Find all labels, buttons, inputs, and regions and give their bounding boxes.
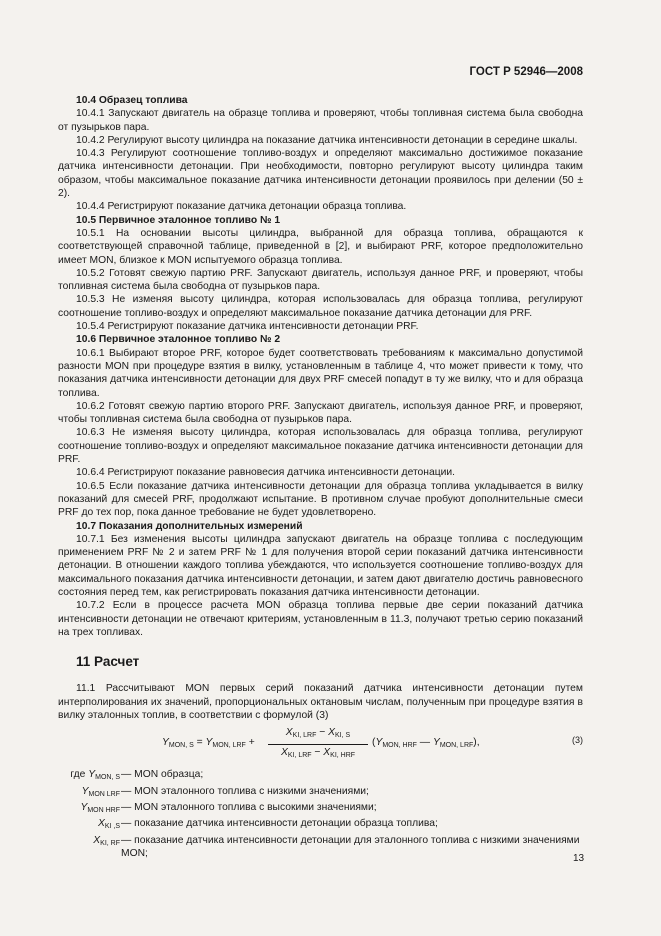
formula-rhs: ($Y_{MON, HRF}$ — $Y_{MON, LRF}$), <box>372 737 480 750</box>
formula-number: (3) <box>572 735 583 746</box>
paragraph: 10.7.2 Если в процессе расчета MON образца топлива первые две серии показаний датчика интенсивности детонации не отвечают критериям, установленным в 11.3, получают третью серию показаний на трех топливах. <box>58 600 583 638</box>
paragraph: 10.4.1 Запускают двигатель на образце топлива и проверяют, чтобы топливная система была свободна от пузырьков пара. <box>58 108 583 133</box>
definition-item: $Y_{MON HRF}$ — MON эталонного топлива с высокими значениями; <box>80 801 377 814</box>
paragraph: 10.4.2 Регулируют высоту цилиндра на показание датчика интенсивности детонации в середине шкалы. <box>76 134 578 146</box>
definition-item: $X_{KI, RF}$ — показание датчика интенсивности детонации для эталонного топлива с низкими значениями MON; <box>93 834 580 859</box>
definition-item: $X_{KI ,S}$ — показание датчика интенсивности детонации образца топлива; <box>97 818 438 831</box>
page-number: 13 <box>573 853 585 864</box>
paragraph: 11.1 Рассчитывают MON первых серий показаний датчика интенсивности детонации путем интерполирования их значений, пропорциональных октановым числам, полученным при процедуре взятия в вилку эталонных топлив, в соответствии с формулой (3) <box>58 683 583 722</box>
paragraph: 10.7.1 Без изменения высоты цилиндра запускают двигатель на образце топлива с последующим применением PRF № 2 и затем PRF № 1 для получения второй серии показаний датчика интенсивности детонации. В отношении каждого топлива убеждаются, что используется соотношение топливо-воздух для максимального показания датчика интенсивности детонации, и затем дают двигателю достичь равновесного состояния перед тем, как регистрировать показания датчика интенсивности детонации. <box>58 533 583 598</box>
section-heading: 10.5 Первичное эталонное топливо № 1 <box>76 214 281 226</box>
paragraph: 10.6.3 Не изменяя высоту цилиндра, которая использовалась для образца топлива, регулируют соотношение топливо-воздух и определяют максимальное показание датчика интенсивности детонации для PRF. <box>58 427 583 466</box>
section-heading: 10.6 Первичное эталонное топливо № 2 <box>76 334 281 346</box>
paragraph: 10.6.4 Регистрируют показание равновесия датчика интенсивности детонации. <box>76 467 455 479</box>
paragraph: 10.6.2 Готовят свежую партию второго PRF. Запускают двигатель, используя данное PRF, и проверяют, чтобы топливная система была свободна от пузырьков пара. <box>58 400 583 426</box>
document-body <box>58 94 583 860</box>
paragraph: 10.6.1 Выбирают второе PRF, которое будет соответствовать требованиям к максимально допустимой разности MON при процедуре взятия в вилку, установленным в таблице 4, что может привести к тому, что показания датчика интенсивности детонации для двух PRF смесей попадут в ту же вилку, что и для образца топлива. <box>58 347 583 399</box>
section-heading: 10.4 Образец топлива <box>76 95 188 106</box>
formula-fraction <box>268 726 368 762</box>
fraction-denominator: $X_{KI, LRF} - X_{KI, HRF}$ <box>280 746 356 759</box>
paragraph: 10.5.4 Регистрируют показание датчика интенсивности детонации PRF. <box>76 321 419 333</box>
paragraph: 10.5.1 На основании высоты цилиндра, выбранной для образца топлива, обращаются к соответствующей справочной таблице, приведенной в [2], и выбирают PRF, которое предположительно имеет MON, близкое к MON испытуемого образца топлива. <box>58 227 583 266</box>
paragraph: 10.5.3 Не изменяя высоту цилиндра, которая использовалась для образца топлива, регулируют соотношение топливо-воздух и определяют максимальное показание датчика детонации для PRF. <box>58 294 583 319</box>
paragraph: 10.4.4 Регистрируют показание датчика детонации образца топлива. <box>76 201 407 213</box>
definition-item: где $Y_{MON, S}$ — MON образца; <box>70 769 204 782</box>
section-heading: 10.7 Показания дополнительных измерений <box>76 520 303 532</box>
chapter-heading: 11 Расчет <box>76 654 140 670</box>
paragraph: 10.6.5 Если показание датчика интенсивности детонации для образца топлива укладывается в вилку показаний для смесей PRF, продолжают испытание. В противном случае пробуют дополнительные смеси PRF до тех пор, пока данное требование не будет удовлетворено. <box>58 480 583 519</box>
definition-item: $Y_{MON LRF}$ — MON эталонного топлива с низкими значениями; <box>81 785 369 798</box>
formula-3 <box>58 726 583 762</box>
paragraph: 10.4.3 Регулируют соотношение топливо-воздух и определяют максимально достижимое показание датчика интенсивности детонации. При необходимости, повторно регулируют высоту цилиндра таким образом, чтобы максимальное показание датчика интенсивности детонации проявилось при делении (50 ± 2). <box>58 148 583 200</box>
paragraph: 10.5.2 Готовят свежую партию PRF. Запускают двигатель, используя данное PRF, и проверяют, чтобы топливная система была свободна от пузырьков пара. <box>58 267 583 293</box>
formula-lhs: $Y_{MON, S} = Y_{MON, LRF}$ + <box>162 737 255 750</box>
fraction-numerator: $X_{KI, LRF} - X_{KI, S}$ <box>268 726 368 744</box>
formula-definitions <box>58 768 583 860</box>
standard-code: ГОСТ Р 52946—2008 <box>469 66 583 78</box>
